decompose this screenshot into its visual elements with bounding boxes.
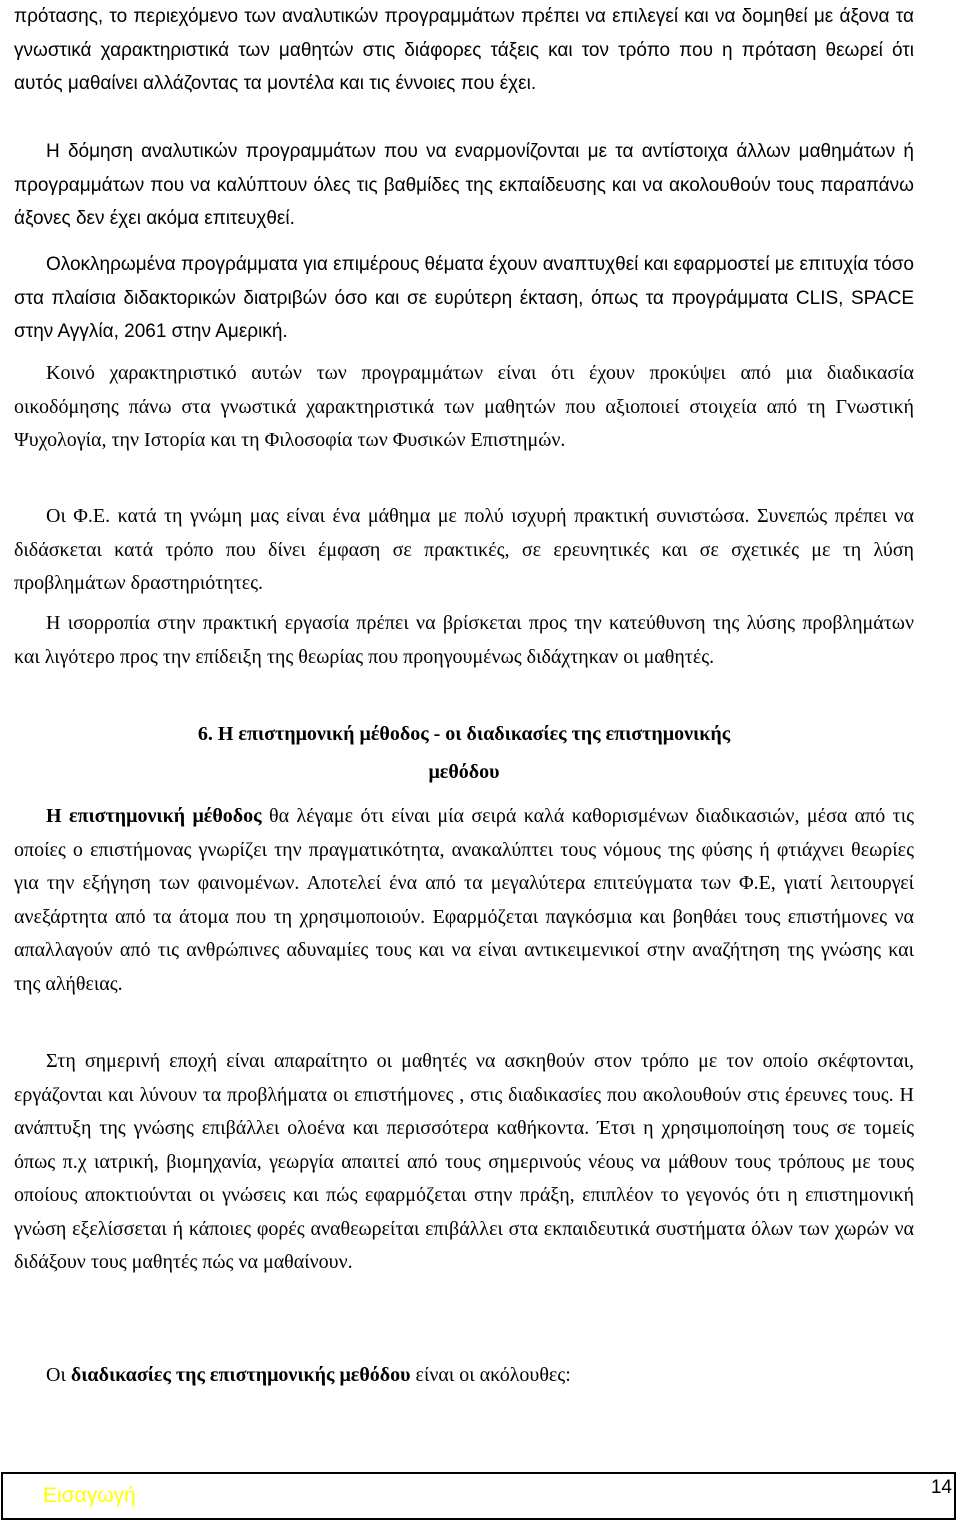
paragraph-continuation: πρότασης, το περιεχόμενο των αναλυτικών προγραμμάτων πρέπει να επιλεγεί και να δομηθεί με άξονα τα γνωστικά χαρακτηριστικά των μαθητών στις διάφορες τάξεις και τον τρόπο που η πρόταση θεωρεί ότι αυτός μαθαίνει αλλάζοντας τα μοντέλα και τις έννοιες που έχει.	[14, 6, 914, 94]
processes-term: διαδικασίες της επιστημονικής μεθόδου	[70, 1364, 411, 1386]
processes-intro-suffix: είναι οι ακόλουθες:	[410, 1364, 571, 1386]
paragraph-practical-component: Οι Φ.Ε. κατά τη γνώμη μας είναι ένα μάθημα με πολύ ισχυρή πρακτική συνιστώσα. Συνεπώς πρέπει να διδάσκεται κατά τρόπο που δίνει έμφαση σε πρακτικές, σε ερευνητικές και σε σχετικές με τη λύση προβλημάτων δραστηριότητες.	[14, 505, 914, 594]
paragraph-processes-intro	[14, 1359, 914, 1393]
paragraph-curriculum-structure: Η δόμηση αναλυτικών προγραμμάτων που να εναρμονίζονται με τα αντίστοιχα άλλων μαθημάτων ή προγραμμάτων που να καλύπτουν όλες τις βαθμίδες της εκπαίδευσης και να ακολουθούν τους παραπάνω άξονες δεν έχει ακόμα επιτευχθεί.	[14, 141, 914, 229]
section-heading-line-2: μεθόδου	[428, 761, 500, 783]
page-number: 14	[930, 1477, 952, 1498]
section-heading-line-1: 6. Η επιστημονική μέθοδος - οι διαδικασίες της επιστημονικής	[197, 723, 731, 745]
paragraph-practical-balance: Η ισορροπία στην πρακτική εργασία πρέπει να βρίσκεται προς την κατεύθυνση της λύσης προβλημάτων και λιγότερο προς την επίδειξη της θεωρίας που προηγουμένως διδάχτηκαν οι μαθητές.	[14, 612, 914, 668]
paragraph-complete-programs: Ολοκληρωμένα προγράμματα για επιμέρους θέματα έχουν αναπτυχθεί και εφαρμοστεί με επιτυχία τόσο στα πλαίσια διδακτορικών διατριβών όσο και σε ευρύτερη έκταση, όπως τα προγράμματα CLIS, SPACE στην Αγγλία, 2061 στην Αμερική.	[14, 254, 914, 342]
processes-intro-prefix: Οι	[46, 1364, 71, 1386]
scientific-method-term: Η επιστημονική μέθοδος	[46, 805, 262, 827]
paragraph-modern-era: Στη σημερινή εποχή είναι απαραίτητο οι μαθητές να ασκηθούν στον τρόπο με τον οποίο σκέφτονται, εργάζονται και λύνουν τα προβλήματα οι επιστήμονες , στις διαδικασίες που ακολουθούν στις έρευνες τους. Η ανάπτυξη της γνώσης επιβάλλει ολοένα και περισσότερα καθήκοντα. Έτσι η χρησιμοποίηση τους σε τομείς όπως π.χ ιατρική, βιομηχανία, γεωργία απαιτεί από τους σημερινούς νέους να μάθουν τους τρόπους με τους οποίους αποκτιούνται οι γνώσεις και πώς εφαρμόζεται στην πράξη, επιπλέον το γεγονός ότι η επιστημονική γνώση εξελίσσεται ή κάποιες φορές αναθεωρείται επιβάλλει στα εκπαιδευτικά συστήματα όλων των χωρών να διδάξουν τους μαθητές πώς να μαθαίνουν.	[14, 1050, 914, 1273]
page-footer	[1, 1472, 956, 1520]
section-heading	[14, 715, 914, 791]
paragraph-scientific-method	[14, 800, 914, 1001]
footer-chapter-label: Εισαγωγή	[43, 1484, 136, 1507]
paragraph-common-characteristic: Κοινό χαρακτηριστικό αυτών των προγραμμάτων είναι ότι έχουν προκύψει από μια διαδικασία οικοδόμησης πάνω στα γνωστικά χαρακτηριστικά των μαθητών που αξιοποιεί στοιχεία από τη Γνωστική Ψυχολογία, την Ιστορία και τη Φιλοσοφία των Φυσικών Επιστημών.	[14, 362, 914, 451]
scientific-method-text: θα λέγαμε ότι είναι μία σειρά καλά καθορισμένων διαδικασιών, μέσα από τις οποίες ο επιστήμονας γνωρίζει την πραγματικότητα, ανακαλύπτει τους νόμους της φύσης ή φτιάχνει θεωρίες για την εξήγηση των φαινομένων. Αποτελεί ένα από τα μεγαλύτερα επιτεύγματα των Φ.Ε, γιατί λειτουργεί ανεξάρτητα από τα άτομα που τη χρησιμοποιούν. Εφαρμόζεται παγκόσμια και βοηθάει τους επιστήμονες να απαλλαγούν από τις ανθρώπινες αδυναμίες τους και να είναι αντικειμενικοί στην αναζήτηση της γνώσης και της αλήθειας.	[14, 805, 914, 995]
